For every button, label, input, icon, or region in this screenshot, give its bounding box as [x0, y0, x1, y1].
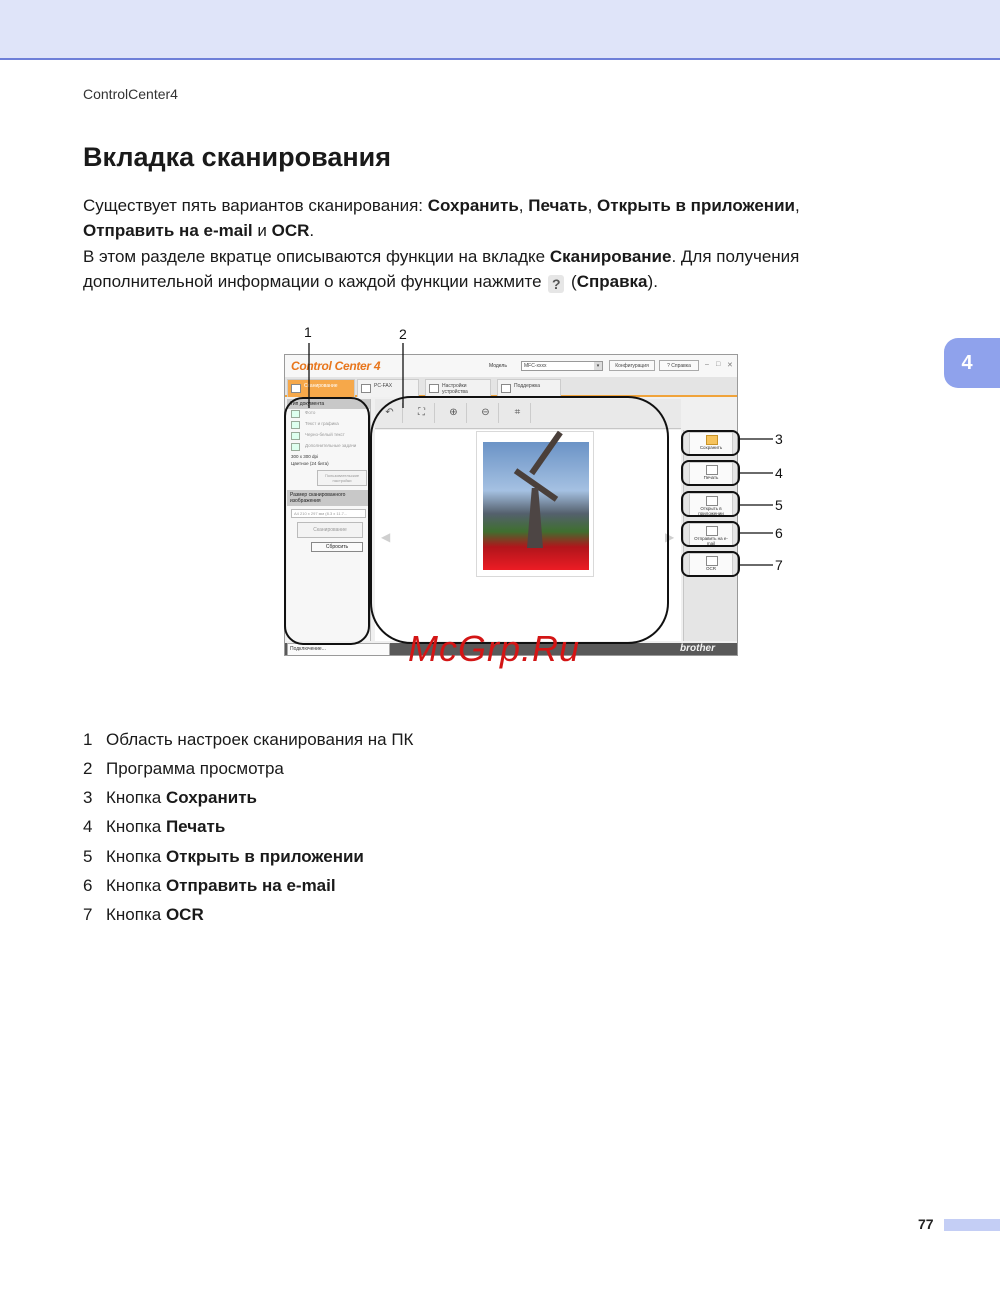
doc-type-photo[interactable]: Фото	[287, 409, 370, 420]
model-select[interactable]: MFC-xxxx ▾	[521, 361, 603, 371]
page-title: Вкладка сканирования	[83, 142, 392, 172]
legend-item: 2 Программа просмотра	[83, 759, 284, 778]
config-button[interactable]: Конфигурация	[609, 360, 655, 371]
status-text: Подключение...	[287, 643, 390, 656]
close-icon[interactable]: ✕	[727, 362, 733, 369]
crop-icon[interactable]: ⌗	[505, 403, 531, 423]
email-outline	[682, 522, 739, 546]
callout-number-5: 5	[775, 497, 783, 513]
option-open-in-app: Открыть в приложении	[597, 196, 795, 215]
next-arrow-icon[interactable]: ▶	[665, 530, 675, 544]
maximize-icon[interactable]: □	[716, 361, 721, 368]
legend-item: 4 Кнопка Печать	[83, 817, 226, 836]
top-band	[0, 0, 1000, 60]
help-button[interactable]: ? Справка	[659, 360, 699, 371]
callout-number-2: 2	[399, 326, 407, 342]
chapter-tab: 4	[944, 338, 1000, 388]
legend-item: 3 Кнопка Сохранить	[83, 788, 257, 807]
page-number: 77	[918, 1216, 934, 1232]
callout-number-3: 3	[775, 431, 783, 447]
doc-type-bw-text[interactable]: Черно-белый текст	[287, 431, 370, 442]
callout-number-1: 1	[304, 324, 312, 340]
zoom-in-icon[interactable]: ⊕	[441, 403, 467, 423]
legend-item: 6 Кнопка Отправить на e-mail	[83, 876, 336, 895]
viewer-outline	[371, 397, 668, 643]
print-outline	[682, 461, 739, 485]
intro-paragraph-1: Существует пять вариантов сканирования: Сохранить, Печать, Открыть в приложении, Отправить на e-mail и OCR.	[83, 196, 800, 240]
tab-device-settings[interactable]: Настройки устройства	[425, 379, 491, 397]
open-in-app-button[interactable]: Открыть в приложении	[689, 493, 733, 517]
doc-type-custom[interactable]: Дополнительные задачи	[287, 442, 370, 453]
running-title: ControlCenter4	[83, 86, 178, 102]
save-outline	[682, 431, 739, 455]
tab-support[interactable]: Поддержка	[497, 379, 561, 397]
previous-arrow-icon[interactable]: ◀	[381, 530, 391, 544]
help-name: Справка	[576, 272, 648, 291]
rotate-icon[interactable]: ↶	[377, 403, 403, 423]
option-print: Печать	[528, 196, 588, 215]
print-button[interactable]: Печать	[689, 462, 733, 486]
scan-tab-name: Сканирование	[549, 247, 672, 266]
callout-number-4: 4	[775, 465, 783, 481]
model-label: Модель	[489, 363, 507, 369]
brother-logo: brother	[680, 643, 715, 654]
legend-item: 7 Кнопка OCR	[83, 905, 204, 924]
help-icon: ?	[548, 275, 564, 293]
option-email: Отправить на e-mail	[83, 221, 253, 240]
ocr-outline	[682, 552, 739, 576]
reset-button[interactable]: Сбросить	[311, 542, 363, 552]
app-logo: Control Center 4	[291, 359, 381, 373]
ocr-button[interactable]: OCR	[689, 553, 733, 577]
bottom-bar	[944, 1219, 1000, 1231]
fit-page-icon[interactable]: ⛶	[409, 403, 435, 423]
option-ocr: OCR	[271, 221, 310, 240]
tab-pc-fax[interactable]: PC-FAX	[357, 379, 419, 397]
document-type-header: Тип документа	[287, 399, 370, 409]
tab-scan[interactable]: Сканирование	[287, 379, 355, 397]
scan-size-select[interactable]: A4 210 x 297 мм (8.3 x 11.7...	[291, 509, 366, 518]
doc-type-text-graphics[interactable]: Текст и графика	[287, 420, 370, 431]
open-outline	[682, 492, 739, 516]
custom-settings-button[interactable]: Пользовательские настройки	[317, 470, 367, 486]
zoom-out-icon[interactable]: ⊖	[473, 403, 499, 423]
scan-button[interactable]: Сканирование	[297, 522, 363, 538]
save-button[interactable]: Сохранить	[689, 432, 733, 456]
color-mode-value: Цветное (24 бита)	[291, 461, 329, 466]
legend-item: 1 Область настроек сканирования на ПК	[83, 730, 414, 749]
option-save: Сохранить	[427, 196, 519, 215]
callout-number-7: 7	[775, 557, 783, 573]
help-icon: ?	[667, 363, 672, 369]
callout-overlay	[270, 318, 800, 658]
legend-item: 5 Кнопка Открыть в приложении	[83, 847, 364, 866]
settings-area-outline	[285, 398, 369, 644]
intro-paragraph-2: В этом разделе вкратце описываются функции на вкладке Сканирование. Для получения дополнительной информации о каждой функции нажмите ? (Справка).	[83, 247, 800, 292]
resolution-value: 300 x 300 dpi	[291, 454, 319, 459]
chevron-down-icon: ▾	[594, 362, 602, 370]
callout-number-6: 6	[775, 525, 783, 541]
minimize-icon[interactable]: –	[705, 361, 709, 368]
send-email-button[interactable]: Отправить на e-mail	[689, 523, 733, 547]
watermark: McGrp.Ru	[408, 628, 581, 669]
scan-size-header: Размер сканированного изображения	[287, 490, 370, 506]
